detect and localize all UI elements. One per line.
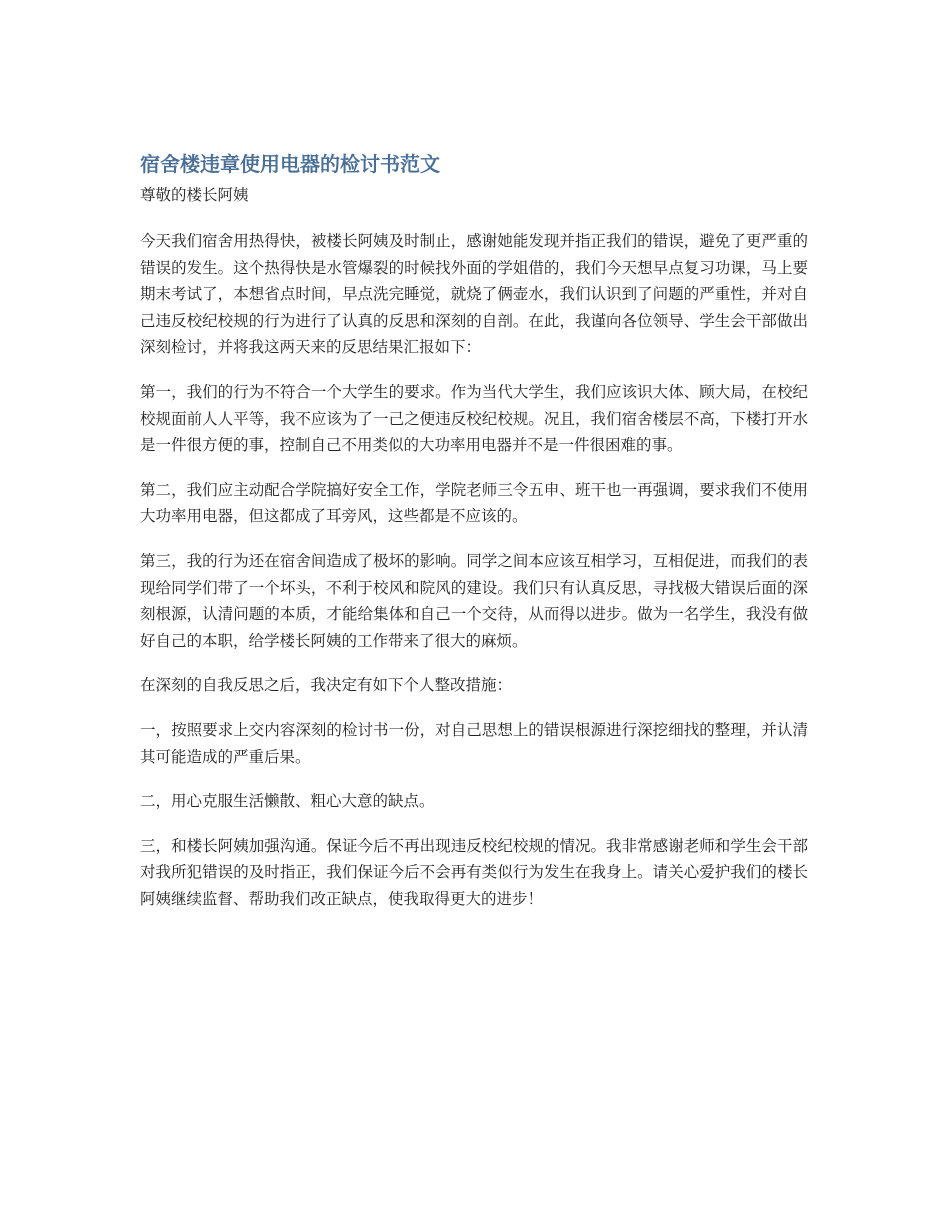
paragraph-point-2: 第二，我们应主动配合学院搞好安全工作，学院老师三令五申、班干也一再强调，要求我们不使用大功率用电器，但这都成了耳旁风，这些都是不应该的。 — [140, 480, 808, 526]
document-page — [140, 148, 808, 912]
paragraph-measure-3: 三，和楼长阿姨加强沟通。保证今后不再出现违反校纪校规的情况。我非常感谢老师和学生会干部对我所犯错误的及时指正，我们保证今后不会再有类似行为发生在我身上。请关心爱护我们的楼长阿姨继续监督、帮助我们改正缺点，使我取得更大的进步！ — [140, 836, 808, 908]
paragraph-measure-1: 一，按照要求上交内容深刻的检讨书一份，对自己思想上的错误根源进行深挖细找的整理，并认清其可能造成的严重后果。 — [140, 720, 808, 766]
paragraph-point-1: 第一，我们的行为不符合一个大学生的要求。作为当代大学生，我们应该识大体、顾大局，在校纪校规面前人人平等，我不应该为了一己之便违反校纪校规。况且，我们宿舍楼层不高，下楼打开水是一件很方便的事，控制自己不用类似的大功率用电器并不是一件很困难的事。 — [140, 382, 808, 455]
paragraph-intro: 今天我们宿舍用热得快，被楼长阿姨及时制止，感谢她能发现并指正我们的错误，避免了更严重的错误的发生。这个热得快是水管爆裂的时候找外面的学姐借的，我们今天想早点复习功课，马上要期末考试了，本想省点时间，早点洗完睡觉，就烧了俩壶水，我们认识到了问题的严重性，并对自己违反校纪校规的行为进行了认真的反思和深刻的自剖。在此，我谨向各位领导、学生会干部做出深刻检讨，并将我这两天来的反思结果汇报如下： — [140, 232, 808, 357]
salutation: 尊敬的楼长阿姨 — [140, 186, 249, 204]
paragraph-measure-2: 二，用心克服生活懒散、粗心大意的缺点。 — [140, 792, 435, 811]
paragraph-point-3: 第三，我的行为还在宿舍间造成了极坏的影响。同学之间本应该互相学习，互相促进，而我们的表现给同学们带了一个坏头，不利于校风和院风的建设。我们只有认真反思，寻找极大错误后面的深刻根源，认清问题的本质，才能给集体和自己一个交待，从而得以进步。做为一名学生，我没有做好自己的本职，给学楼长阿姨的工作带来了很大的麻烦。 — [140, 551, 808, 650]
paragraph-measures-intro: 在深刻的自我反思之后，我决定有如下个人整改措施： — [140, 676, 513, 695]
document-title: 宿舍楼违章使用电器的检讨书范文 — [140, 152, 440, 176]
